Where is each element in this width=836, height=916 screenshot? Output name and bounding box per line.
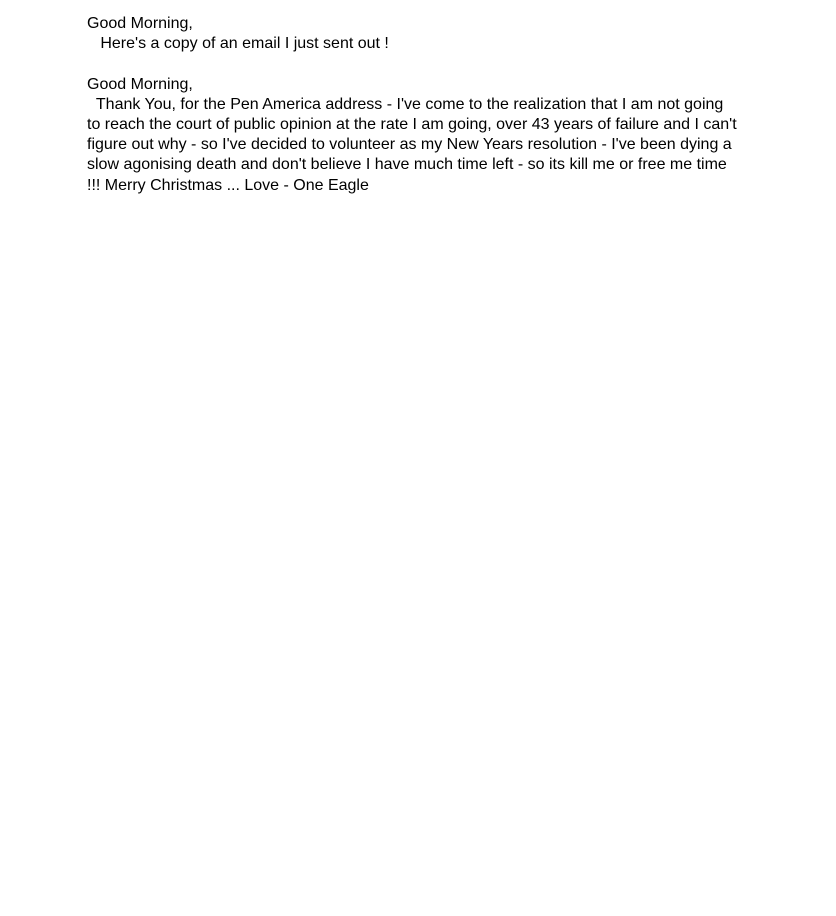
email-body-paragraph: Thank You, for the Pen America address - I've come to the realization that I am not going to reach the court of public opinion at the rate I am going, over 43 years of failure and I can't figure out why - so I've decided to volunteer as my New Years resolution - I've been dying a slow agonising death and don't believe I have much time left - so its kill me or free me time !!! Merry Christmas ... Love - One Eagle: [87, 95, 742, 194]
intro-line: Here's a copy of an email I just sent out !: [87, 35, 389, 53]
email-document: [87, 14, 742, 196]
blank-line: [87, 54, 737, 74]
forwarded-greeting-line: Good Morning,: [87, 75, 193, 93]
greeting-line: Good Morning,: [87, 15, 193, 32]
